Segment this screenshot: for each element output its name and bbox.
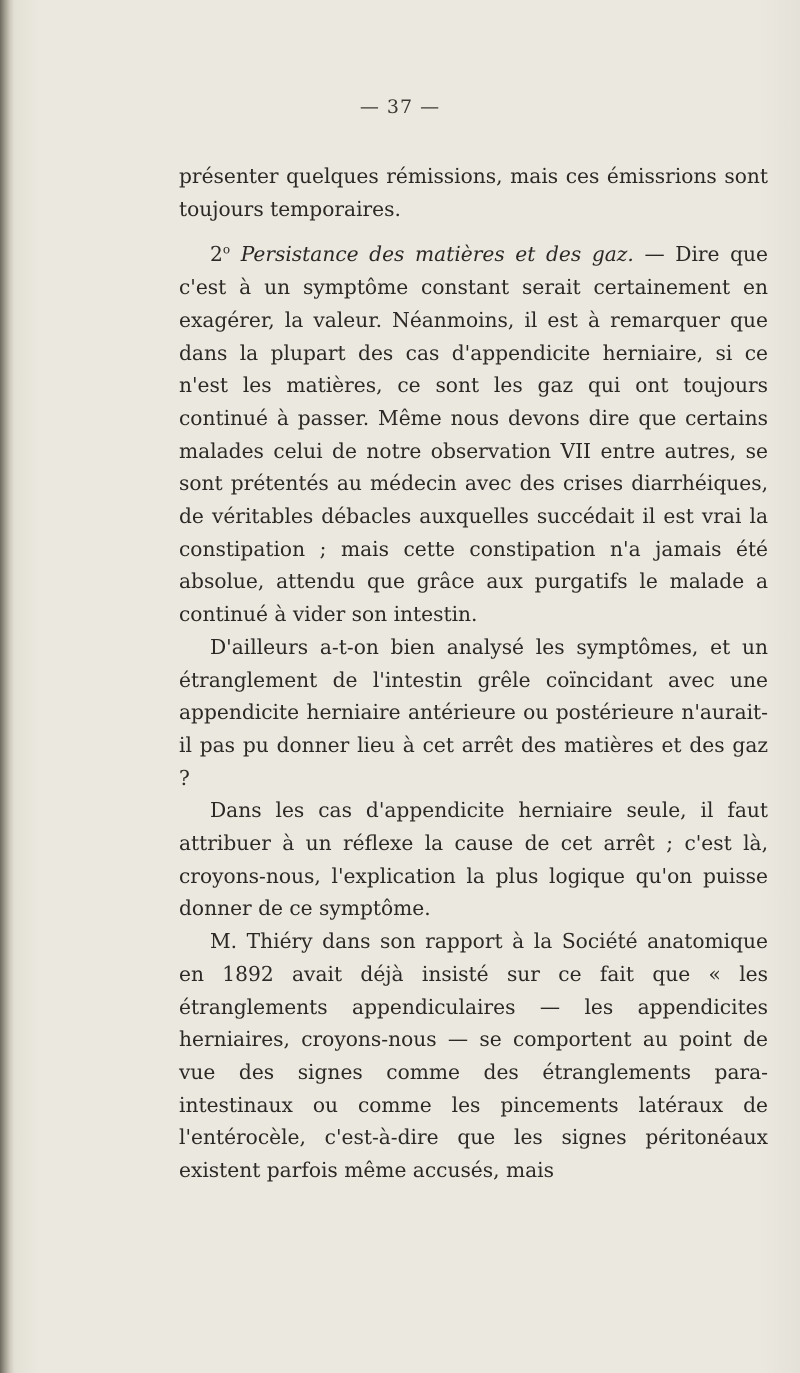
section-number: 2 (210, 242, 223, 267)
paragraph-3: D'ailleurs a-t-on bien analysé les symptômes, et un étranglement de l'intestin grêle coïncidant avec une appendicite herniaire antérieure ou postérieure n'aurait-il pas pu donner lieu à cet arrêt des matières et des gaz ? (179, 634, 768, 790)
paragraph-1: présenter quelques rémissions, mais ces émissrions sont toujours temporaires. (179, 164, 768, 221)
paragraph-5: M. Thiéry dans son rapport à la Société anatomique en 1892 avait déjà insisté sur ce fait que « les étranglements appendiculaires — les appendicites herniaires, croyons-nous — se comportent au point de vue des signes comme des étranglements para-intestinaux ou comme les pincements latéraux de l'entérocèle, c'est-à-dire que les signes péritonéaux existent parfois même accusés, mais (179, 929, 768, 1183)
body-text (179, 160, 768, 1187)
section-title: Persistance des matières et des gaz. (240, 242, 634, 267)
page-number: — 37 — (359, 96, 441, 118)
paragraph-2-text: — Dire que c'est à un symptôme constant serait certainement en exagérer, la valeur. Néanmoins, il est à remarquer que dans la plupart des cas d'appendicite herniaire, si ce n'est les matières, ce sont les gaz qui ont toujours continué à passer. Même nous devons dire que certains malades celui de notre observation VII entre autres, se sont prétentés au médecin avec des crises diarrhéiques, de véritables débacles auxquelles succédait il est vrai la constipation ; mais cette constipation n'a jamais été absolue, attendu que grâce aux purgatifs le malade a continué à vider son intestin. (179, 242, 768, 627)
paragraph-2 (179, 238, 768, 630)
paragraph-4: Dans les cas d'appendicite herniaire seule, il faut attribuer à un réflexe la cause de cet arrêt ; c'est là, croyons-nous, l'explication la plus logique qu'on puisse donner de ce symptôme. (179, 798, 768, 921)
page-binding-edge (0, 0, 14, 1373)
section-number-superscript: o (222, 242, 231, 257)
